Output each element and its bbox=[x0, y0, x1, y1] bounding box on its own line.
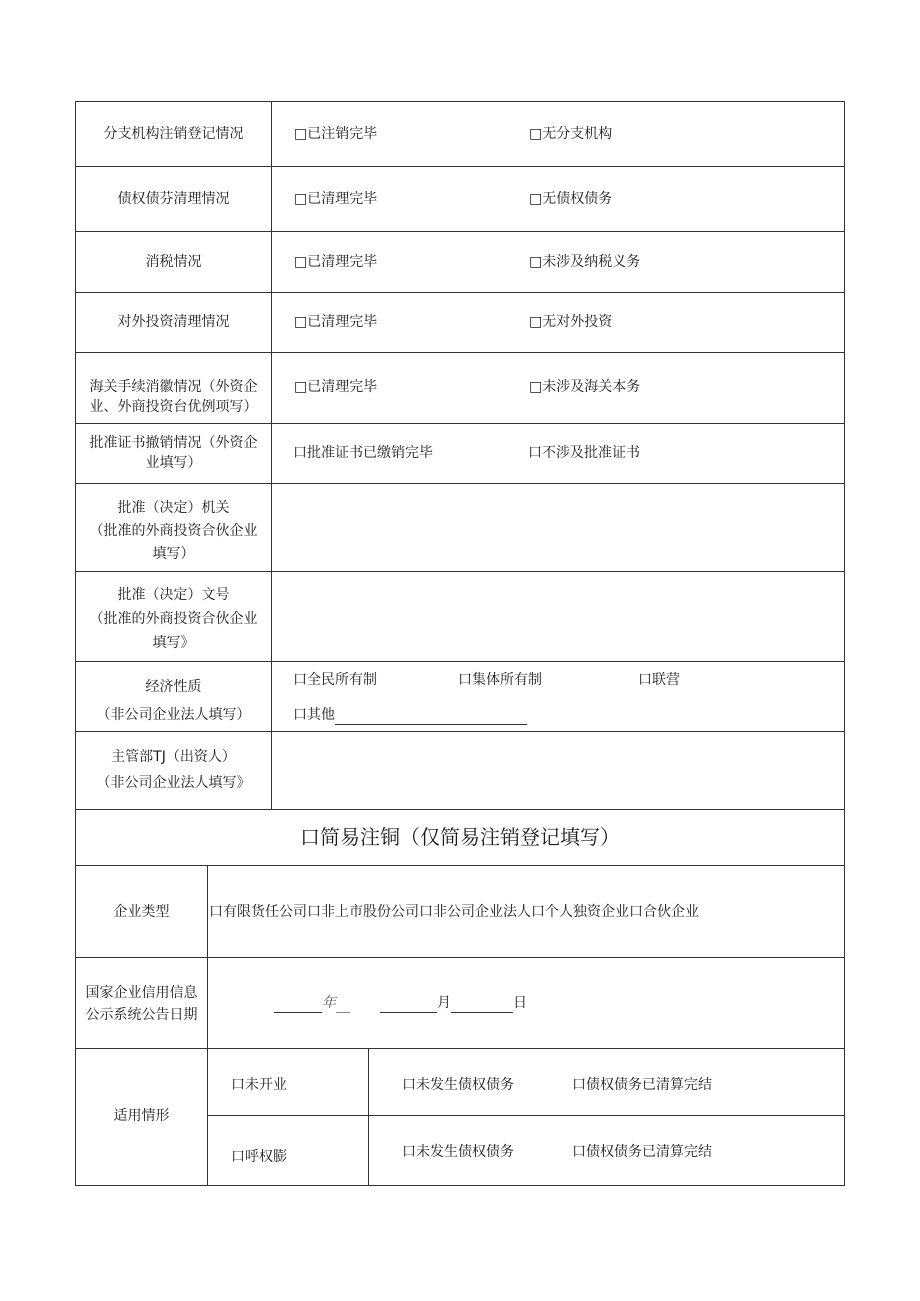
supervisor-label: 主管部TJ（出资人） （非公司企业法人填写》 bbox=[96, 749, 251, 791]
option-debt-settled[interactable]: 口债权债务已清算完结 bbox=[572, 1077, 712, 1093]
month-input[interactable] bbox=[380, 996, 437, 1013]
option-state-owned[interactable]: 口全民所有制 bbox=[293, 672, 377, 688]
option-no-tax-obligation[interactable]: □未涉及纳税义务 bbox=[529, 254, 641, 270]
year-input[interactable] bbox=[274, 996, 322, 1013]
approval-number-label: 批准（决定）文号 （批准的外商投资合伙企业 填写》 bbox=[89, 587, 258, 651]
notice-date-field: 年 月 日 bbox=[274, 993, 527, 1013]
option-customs-cleared[interactable]: □已清理完毕 bbox=[294, 379, 378, 395]
row-divider bbox=[76, 423, 844, 424]
investment-clearance-label: 对外投资清理情况 bbox=[117, 314, 230, 330]
row-divider bbox=[76, 731, 844, 732]
option-no-customs[interactable]: □未涉及海关本务 bbox=[529, 379, 641, 395]
enterprise-type-options bbox=[209, 902, 699, 922]
enterprise-type-label: 企业类型 bbox=[113, 904, 170, 920]
option-collective-owned[interactable]: 口集体所有制 bbox=[458, 672, 542, 688]
option-no-branch[interactable]: □无分支机构 bbox=[529, 126, 613, 142]
column-divider bbox=[271, 102, 272, 809]
option-row2-situation[interactable]: 口呼权膨 bbox=[231, 1149, 287, 1165]
option-sole-proprietorship[interactable]: 口个人独资企业 bbox=[531, 904, 629, 920]
applicable-situation-label: 适用情形 bbox=[113, 1108, 170, 1124]
row-divider bbox=[76, 292, 844, 293]
economic-nature-label: 经济性质 （非公司企业法人填写） bbox=[96, 679, 251, 723]
row-divider bbox=[76, 571, 844, 572]
row-divider bbox=[76, 483, 844, 484]
row-divider bbox=[207, 1115, 844, 1116]
row-divider bbox=[76, 865, 844, 866]
option-branch-deregistered[interactable]: □已注销完毕 bbox=[294, 126, 378, 142]
option-partnership[interactable]: 口合伙企业 bbox=[629, 904, 699, 920]
customs-clearance-label: 海关手续消徽情况（外资企 业、外商投资台优例项写） bbox=[89, 379, 258, 415]
option-no-investment[interactable]: □无对外投资 bbox=[529, 314, 613, 330]
option-unlisted-joint-stock[interactable]: 口非上市股份公司 bbox=[307, 904, 419, 920]
row-divider bbox=[76, 352, 844, 353]
option-non-company-legal-person[interactable]: 口非公司企业法人 bbox=[419, 904, 531, 920]
option-investment-cleared[interactable]: □已清理完毕 bbox=[294, 314, 378, 330]
approval-certificate-label: 批准证书撤销情况（外资企 业填写） bbox=[89, 435, 258, 471]
row-divider bbox=[76, 957, 844, 958]
option-joint-venture[interactable]: 口联营 bbox=[638, 672, 680, 688]
deregistration-form-table bbox=[75, 101, 845, 1186]
option-other[interactable]: 口其他 bbox=[293, 705, 527, 725]
simple-deregistration-title: 口简易注铜（仅简易注销登记填写） bbox=[300, 825, 620, 849]
column-divider bbox=[207, 865, 208, 1186]
option-tax-cleared[interactable]: □已清理完毕 bbox=[294, 254, 378, 270]
day-input[interactable] bbox=[451, 996, 513, 1013]
option-debt-cleared[interactable]: □已清理完毕 bbox=[294, 191, 378, 207]
option-no-debt-incurred-2[interactable]: 口未发生债权债务 bbox=[402, 1144, 514, 1160]
other-fill-line[interactable] bbox=[335, 708, 527, 725]
option-debt-settled-2[interactable]: 口债权债务已清算完结 bbox=[572, 1144, 712, 1160]
tax-clearance-label: 消税情况 bbox=[145, 254, 202, 270]
option-no-debt-incurred[interactable]: 口未发生债权债务 bbox=[402, 1077, 514, 1093]
notice-date-label: 国家企业信用信息 公示系统公告日期 bbox=[85, 985, 198, 1023]
option-limited-company[interactable]: 口有限货任公司 bbox=[209, 904, 307, 920]
row-divider bbox=[76, 166, 844, 167]
debt-clearance-label: 债权债芬清理情况 bbox=[117, 191, 230, 207]
branch-deregistration-label: 分支机构注销登记情况 bbox=[103, 126, 244, 142]
option-no-debt[interactable]: □无债权债务 bbox=[529, 191, 613, 207]
row-divider bbox=[76, 661, 844, 662]
row-divider bbox=[76, 809, 844, 810]
option-not-opened[interactable]: 口未开业 bbox=[231, 1077, 287, 1093]
column-divider bbox=[368, 1048, 369, 1186]
option-certificate-cancelled[interactable]: 口批准证书已缴销完毕 bbox=[293, 445, 433, 461]
option-no-certificate[interactable]: 口不涉及批准证书 bbox=[528, 445, 640, 461]
row-divider bbox=[76, 1048, 844, 1049]
row-divider bbox=[76, 231, 844, 232]
approval-authority-label: 批准（决定）机关 （批准的外商投资合伙企业 填写） bbox=[89, 500, 258, 562]
